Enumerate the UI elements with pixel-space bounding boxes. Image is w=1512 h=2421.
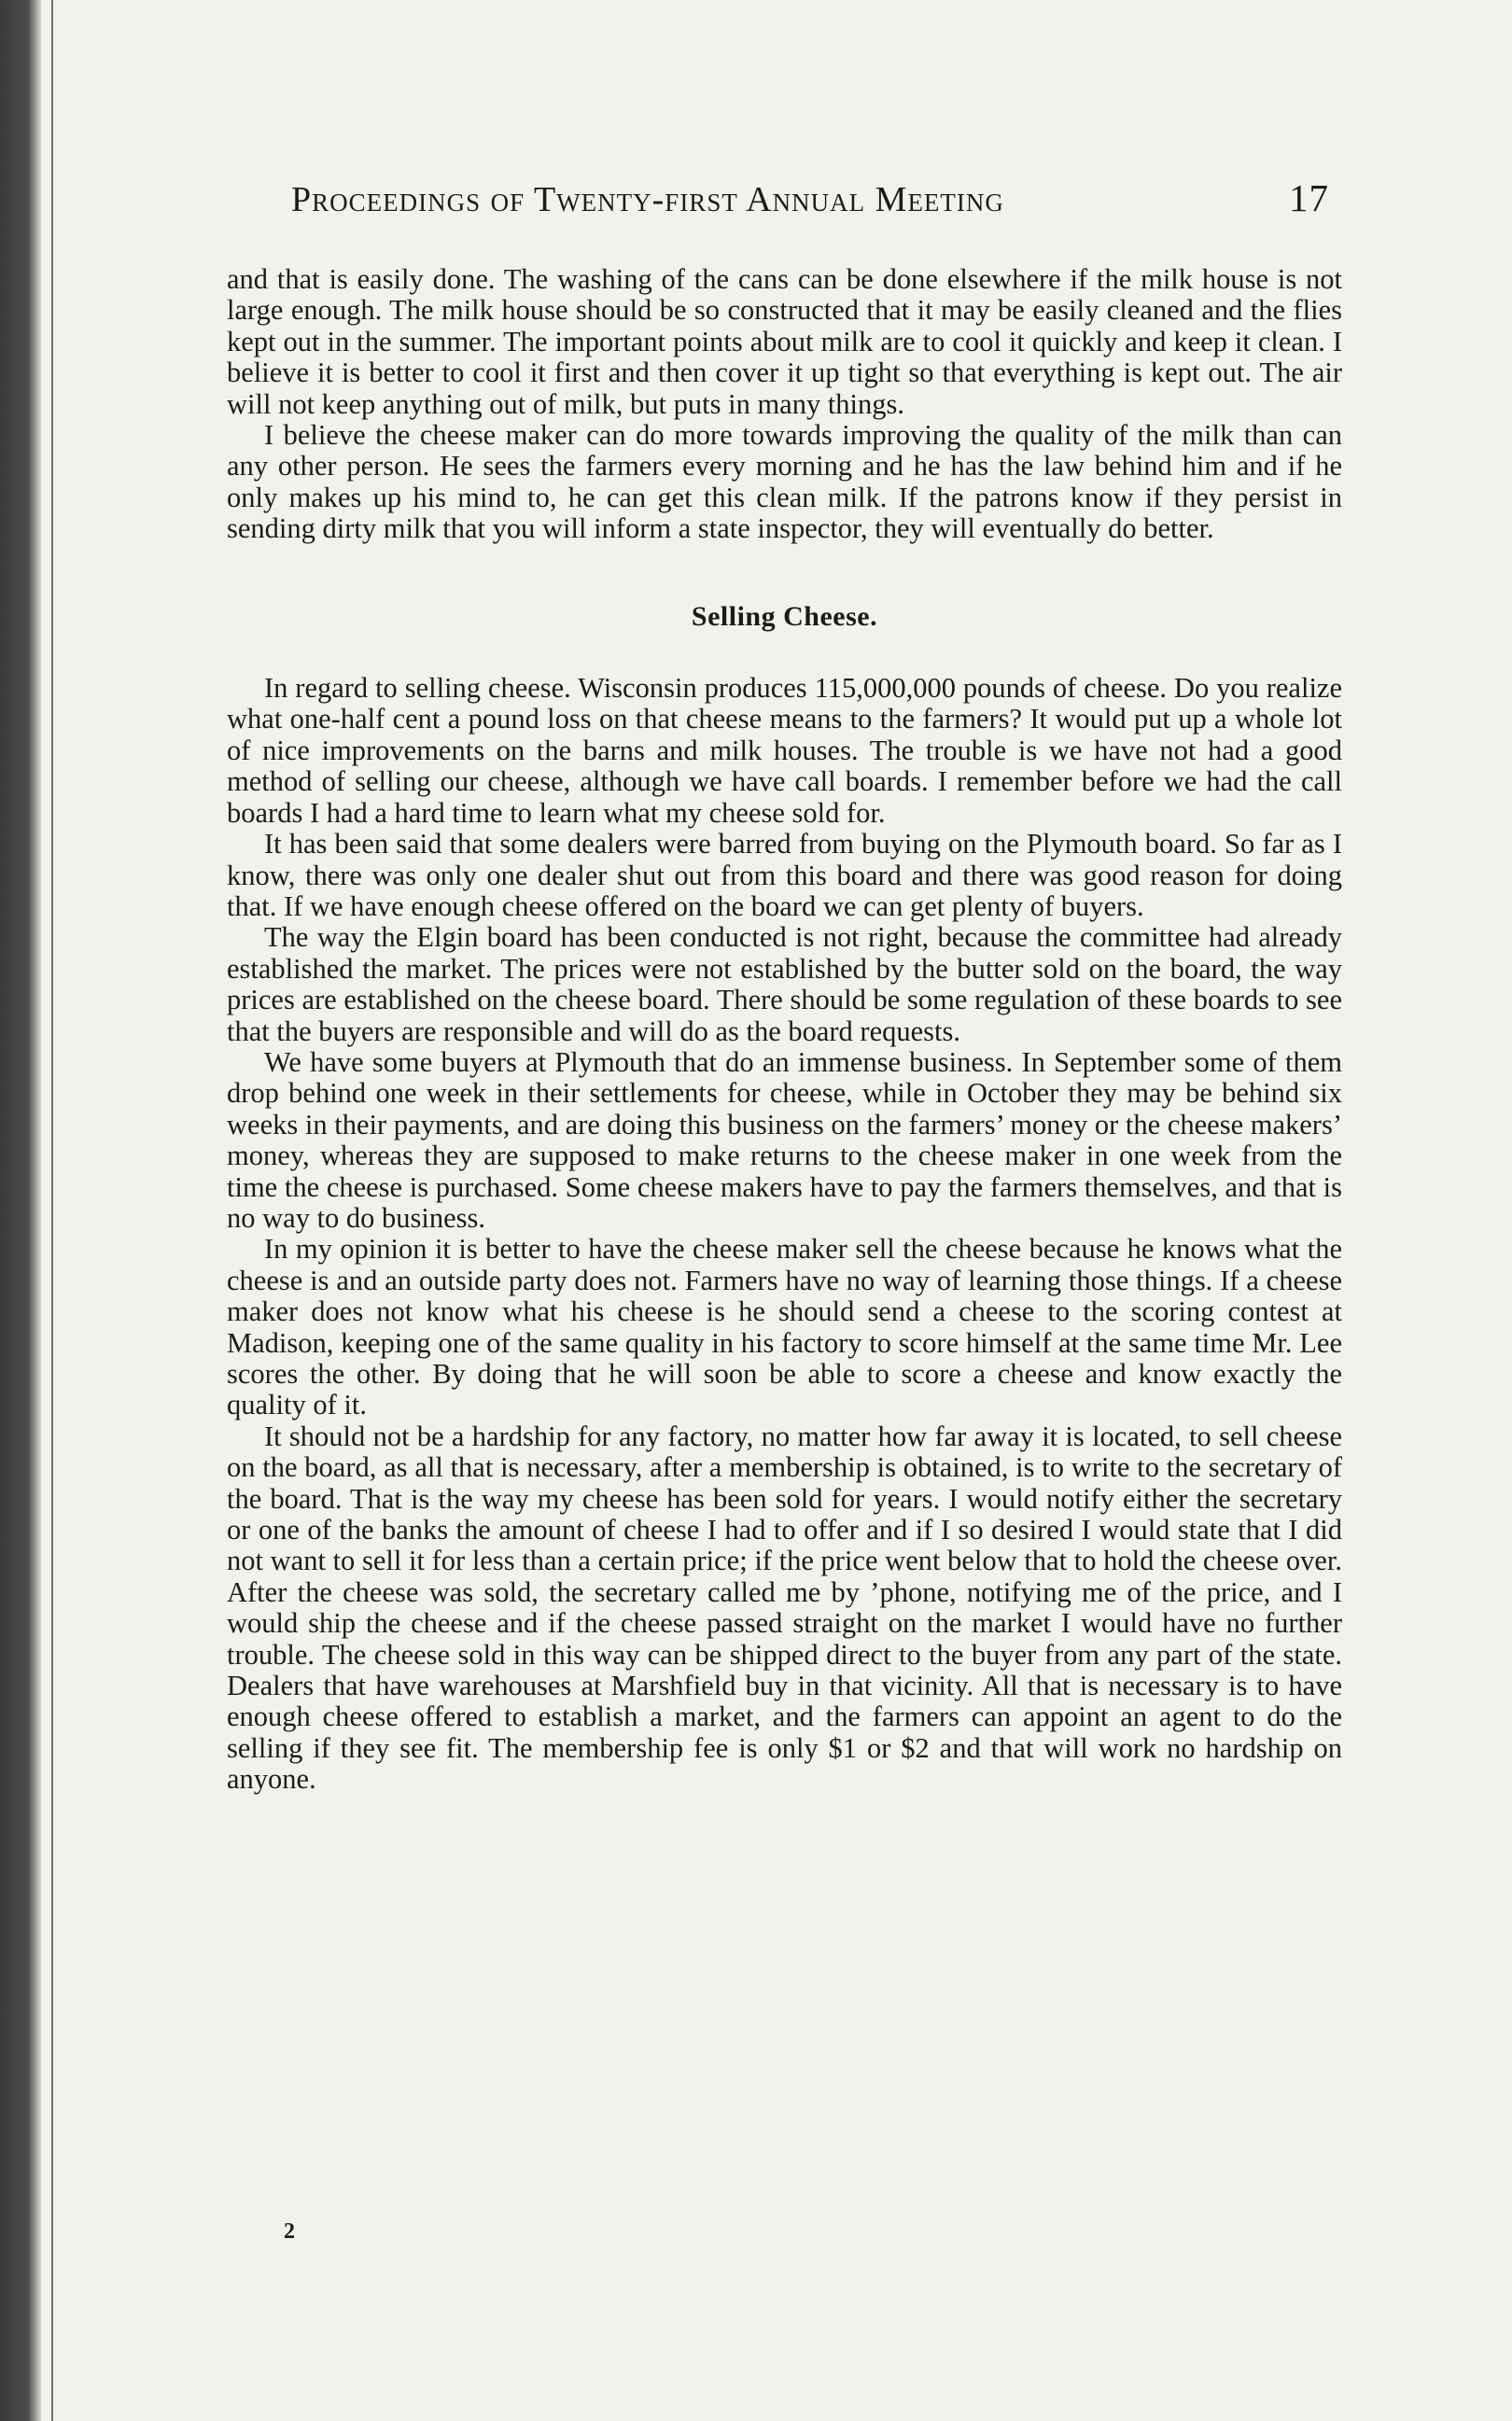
page-number: 17: [1289, 176, 1329, 219]
paragraph: It should not be a hardship for any factory, no matter how far away it is located, to sell cheese on the board, as all that is necessary, after a membership is obtained, is to write to the secretary of the board. That is the way my cheese has been sold for years. I would notify either the secretary or one of the banks the amount of cheese I had to offer and if I so desired I would state that I did not want to sell it for less than a certain price; if the price went below that to hold the cheese over. After the cheese was sold, the secretary called me by ’phone, notifying me of the price, and I would ship the cheese and if the cheese passed straight on the market I would have no further trouble. The cheese sold in this way can be shipped direct to the buyer from any part of the state. Dealers that have warehouses at Marshfield buy in that vicinity. All that is necessary is to have enough cheese offered to establish a market, and the farmers can appoint an agent to do the selling if they see fit. The membership fee is only $1 or $2 and that will work no hardship on anyone.: [227, 1420, 1342, 1796]
section-heading: Selling Cheese.: [691, 600, 878, 632]
signature-mark: 2: [284, 2219, 295, 2244]
spine-edge-line: [51, 0, 53, 2421]
paragraph: It has been said that some dealers were barred from buying on the Plymouth board. So far as I know, there was only one dealer shut out from this board and there was good reason for doing that. If we have enough cheese offered on the board we can get plenty of buyers.: [227, 828, 1342, 922]
running-title: Proceedings of Twenty-first Annual Meeting: [291, 180, 1004, 219]
paragraph: and that is easily done. The washing of the cans can be done elsewhere if the milk house is not large enough. The milk house should be so constructed that it may be easily cleaned and the flies kept out in the summer. The important points about milk are to cool it quickly and keep it clean. I believe it is better to cool it first and then cover it up tight so that everything is kept out. The air will not keep anything out of milk, but puts in many things.: [227, 263, 1342, 420]
book-spine-shadow: [0, 0, 41, 2421]
paragraph: The way the Elgin board has been conducted is not right, because the committee had already established the market. The prices were not established by the butter sold on the board, the way prices are established on the cheese board. There should be some regulation of these boards to see that the buyers are responsible and will do as the board requests.: [227, 921, 1342, 1047]
paragraph: In regard to selling cheese. Wisconsin produces 115,000,000 pounds of cheese. Do you realize what one-half cent a pound loss on that cheese means to the farmers? It would put up a whole lot of nice improvements on the barns and milk houses. The trouble is we have not had a good method of selling our cheese, although we have call boards. I remember before we had the call boards I had a hard time to learn what my cheese sold for.: [227, 672, 1342, 829]
paragraph: I believe the cheese maker can do more towards improving the quality of the milk than can any other person. He sees the farmers every morning and he has the law behind him and if he only makes up his mind to, he can get this clean milk. If the patrons know if they persist in sending dirty milk that you will inform a state inspector, they will eventually do better.: [227, 419, 1342, 545]
paragraph: We have some buyers at Plymouth that do an immense business. In September some of them drop behind one week in their settlements for cheese, while in October they may be behind six weeks in their payments, and are doing this business on the farmers’ money or the cheese makers’ money, whereas they are supposed to make returns to the cheese maker in one week from the time the cheese is purchased. Some cheese makers have to pay the farmers themselves, and that is no way to do business.: [227, 1045, 1342, 1234]
running-header: [291, 175, 1329, 220]
body-text: [227, 264, 1342, 1796]
paragraph: In my opinion it is better to have the cheese maker sell the cheese because he knows what the cheese is and an outside party does not. Farmers have no way of learning those things. If a cheese maker does not know what his cheese is he should send a cheese to the scoring contest at Madison, keeping one of the same quality in his factory to score himself at the same time Mr. Lee scores the other. By doing that he will soon be able to score a cheese and know exactly the quality of it.: [227, 1233, 1342, 1421]
